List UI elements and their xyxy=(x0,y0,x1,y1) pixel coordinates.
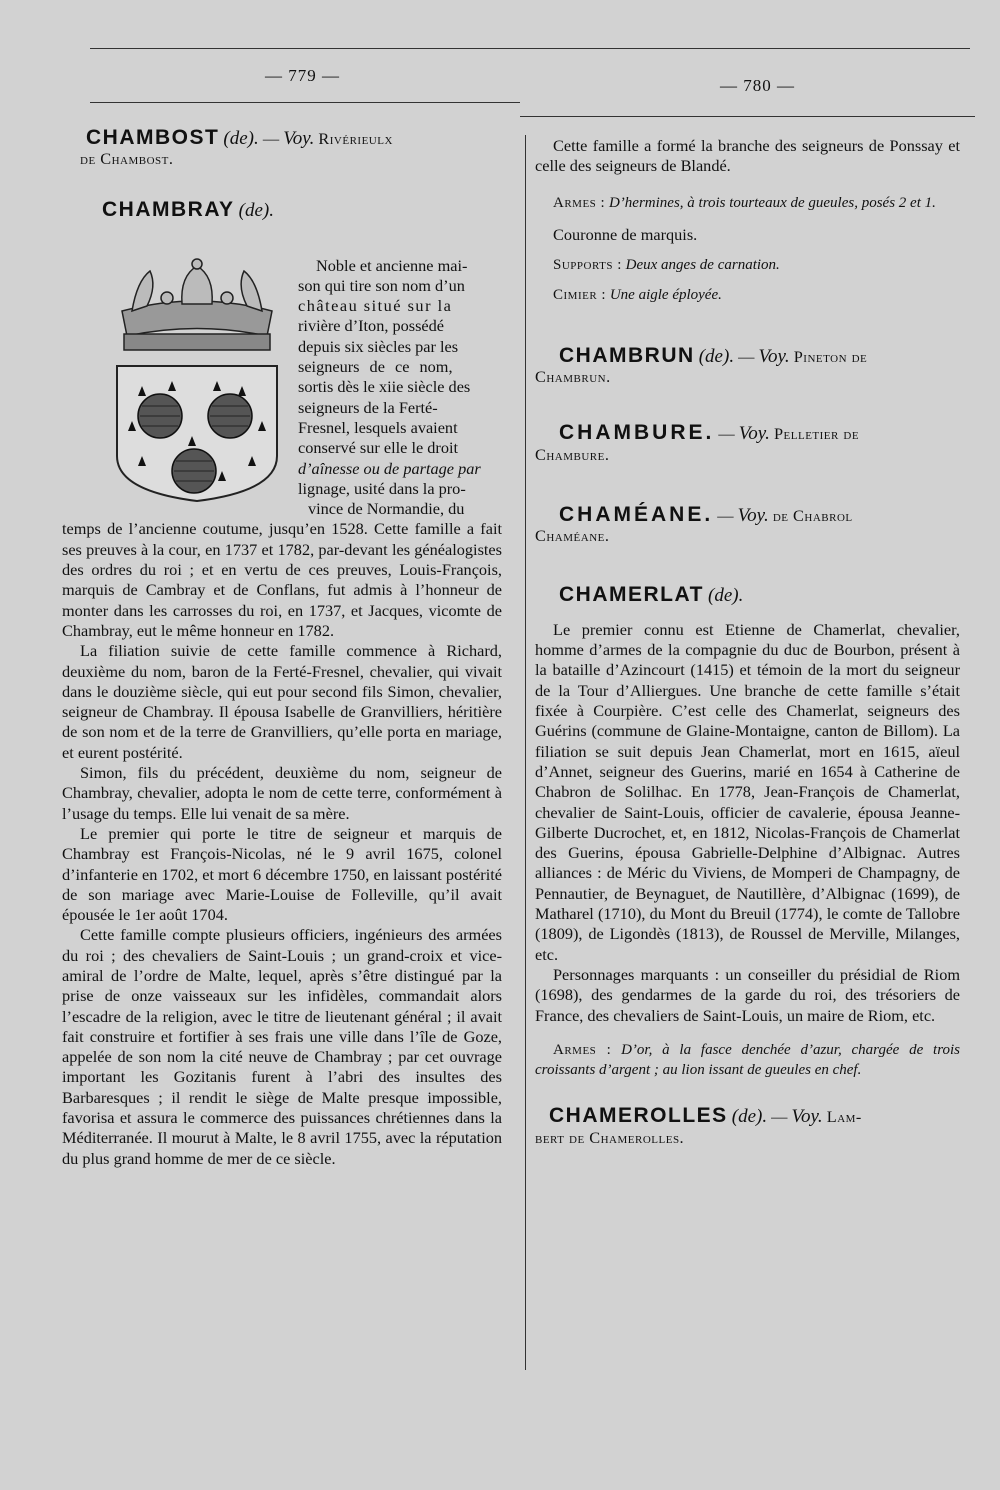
cross-reference-cont: bert de Chamerolles. xyxy=(535,1127,685,1147)
dash: — xyxy=(718,424,735,444)
headword: CHAMBRUN xyxy=(559,343,695,367)
entry-chambrun xyxy=(535,343,960,388)
headword: CHAMBRAY xyxy=(102,197,235,221)
chambray-continuation: Cette famille a formé la branche des seigneurs de Ponssay et celle des seigneurs de Blandé. xyxy=(535,136,960,176)
cross-reference-cont: Chambure. xyxy=(535,444,610,464)
voy-label: Voy. xyxy=(737,504,769,526)
cross-reference-cont: Chambrun. xyxy=(535,367,611,387)
voy-label: Voy. xyxy=(758,345,790,367)
headword: CHAMÉANE. xyxy=(559,502,714,526)
headword: CHAMERLAT xyxy=(559,582,704,606)
particle: (de). xyxy=(731,1106,768,1128)
chambray-cimier xyxy=(535,285,960,305)
supports-label: Supports : xyxy=(553,257,622,274)
left-column xyxy=(62,128,502,1169)
cross-reference: Lam- xyxy=(826,1107,862,1127)
headword: CHAMEROLLES xyxy=(549,1104,728,1128)
dash: — xyxy=(717,505,734,525)
chambray-supports xyxy=(535,255,960,275)
cimier-text: Une aigle éployée. xyxy=(609,287,722,304)
intro-line: d’aînesse ou de partage par xyxy=(298,458,481,478)
cross-reference: Rivérieulx xyxy=(318,129,393,148)
cross-reference: Pelletier de xyxy=(773,424,860,444)
voy-label: Voy. xyxy=(738,423,770,445)
entry-chambray-heading xyxy=(62,197,502,246)
particle: (de). xyxy=(698,345,735,367)
chamerlat-heading xyxy=(535,582,960,606)
chambray-paragraph-4: Le premier qui porte le titre de seigneur et marquis de Chambray est François-Nicolas, né le 9 avril 1675, colonel d’infanterie en 1702, et mort 6 décembre 1750, en laissant postérité de son mariage avec Marie-Louise de Folleville, qu’il avait épousée le 1er août 1704. xyxy=(62,823,502,925)
coat-of-arms-icon xyxy=(102,256,292,506)
particle: (de). xyxy=(223,128,259,149)
chambray-paragraph-1: temps de l’ancienne coutume, jusqu’en 1528. Cette famille a fait ses preuves à la cour, en 1737 et 1782, par-devant les généalogistes des ordres du roi ; et en vertu de ces preuves, Louis-François, marquis de Cambray et de Conflans, fut admis à l’honneur de monter dans les carrosses du roi, en 1737, et Jacques, vicomte de Chambray, eut le même honneur en 1782. xyxy=(62,519,502,640)
dash: — xyxy=(262,129,280,148)
intro-line: vince de Normandie, du xyxy=(308,499,465,519)
cross-reference: de Chabrol xyxy=(772,505,853,525)
intro-line: son qui tire son nom d’un xyxy=(298,275,465,295)
entry-chambost xyxy=(62,128,502,170)
entry-chambure xyxy=(535,423,960,465)
armes-text: D’hermines, à trois tourteaux de gueules, posés 2 et 1. xyxy=(608,194,936,211)
armes-text: D’or, à la fasce denchée d’azur, chargée de trois croissants d’argent ; au lion issant de gueules en chef. xyxy=(535,1041,960,1079)
dash: — xyxy=(738,346,755,366)
header-left-rule xyxy=(90,102,520,103)
intro-line: Noble et ancienne mai- xyxy=(316,255,468,275)
cimier-label: Cimier : xyxy=(553,287,607,304)
header-right-rule xyxy=(520,116,975,117)
left-page-number: — 779 — xyxy=(265,66,340,85)
entry-chambray xyxy=(62,256,502,1169)
intro-line: château situé sur la xyxy=(298,296,453,316)
particle: (de). xyxy=(708,584,744,606)
intro-line: Fresnel, lesquels avaient xyxy=(298,417,458,437)
particle: (de). xyxy=(238,199,274,221)
voy-label: Voy. xyxy=(283,128,315,149)
column-separator xyxy=(525,135,526,1370)
intro-line: conservé sur elle le droit xyxy=(298,438,459,458)
entry-chamerlat xyxy=(535,582,960,1081)
cross-reference: Pineton de xyxy=(793,346,868,366)
intro-line: sortis dès le xiie siècle des xyxy=(298,377,471,397)
chamerlat-paragraph-1: Le premier connu est Etienne de Chamerlat, chevalier, homme d’armes de la compagnie du duc de Bourbon, présent à la bataille d’Azincourt (1415) et témoin de la mort du seigneur de la Tour d’Alliergues. Une branche de cette famille s’était fixée à Courpière. C’est celle des Chamerlat, seigneurs des Guérins (commune de Glaine-Montaigne, canton de Billom). La filiation se suit depuis Jean Chamerlat, mort en 1615, aïeul d’Annet, seigneur des Guerins, marié en 1654 à Catherine de Chabron de Solilhac. En 1778, Jean-François de Chamerlat, chevalier de Saint-Louis, officier de cavalerie, épousa Jeanne-Gilberte Ducrochet, et, en 1812, Nicolas-François de Chamerlat des Guerins, épousa Gabrielle-Delphine d’Albignac. Autres alliances : de Méric du Viviens, de Momperi de Champagny, de Pennautier, de Beynaguet, de Nautillère, d’Albignac (1699), de Matharel (1710), du Mont du Breuil (1774), le comte de Tallobre (1809), de Ligondès (1813), de Roussel de Merville, Milanges, etc. xyxy=(535,619,960,964)
armes-label: Armes : xyxy=(553,1041,612,1058)
intro-line: seigneurs de la Ferté- xyxy=(298,397,438,417)
header-top-rule xyxy=(90,48,970,49)
headword: CHAMBOST xyxy=(86,126,220,149)
entry-chamerolles xyxy=(535,1106,960,1148)
chambray-armes xyxy=(535,193,960,213)
headword: CHAMBURE. xyxy=(559,421,715,445)
intro-line: seigneurs de ce nom, xyxy=(298,357,453,377)
right-page-number: — 780 — xyxy=(720,76,795,95)
cross-reference-cont: de Chambost. xyxy=(80,149,174,169)
voy-label: Voy. xyxy=(791,1106,823,1128)
right-column xyxy=(535,136,960,1148)
chambray-paragraph-2: La filiation suivie de cette famille commence à Richard, deuxième du nom, baron de la Ferté-Fresnel, chevalier, qui vivait dans le douzième siècle, qui eut pour second fils Simon, chevalier, seigneur de Chambray. Il épousa Isabelle de Granvilliers, héritière de son nom et de la terre de Granvilliers, qu’elle porta en mariage, et eurent postérité. xyxy=(62,641,502,762)
chambray-intro xyxy=(298,256,502,520)
chambray-paragraph-5: Cette famille compte plusieurs officiers, ingénieurs des armées du roi ; des chevaliers de Saint-Louis ; un grand-croix et vice-amiral de l’ordre de Malte, lequel, après s’être distingué par la prise de onze vaisseaux sur les infidèles, commandait alors l’escadre de la religion, avec le titre de lieutenant général ; il avait fait construire et fortifier à ses frais une ville dans l’île de Goze, appelée de son nom la cité neuve de Chambray ; par cet ouvrage important les Gozitanis furent à l’abri des insultes des Barbaresques ; il rendit le siège de Malte presque impossible, favorisa et assura le commerce des puissances chrétiennes dans la Méditerranée. Il mourut à Malte, le 8 avril 1755, avec la réputation du plus grand homme de mer de ce siècle. xyxy=(62,925,502,1168)
entry-chameane xyxy=(535,502,960,547)
intro-line: depuis six siècles par les xyxy=(298,336,459,356)
chamerlat-paragraph-2: Personnages marquants : un conseiller du présidial de Riom (1698), des gendarmes de la garde du roi, des trésoriers de France, des chevaliers de Saint-Louis, un maire de Riom, etc. xyxy=(535,964,960,1025)
armes-label: Armes : xyxy=(553,194,606,211)
chamerlat-armes xyxy=(535,1040,960,1081)
dash: — xyxy=(771,1107,788,1127)
chambray-paragraph-3: Simon, fils du précédent, deuxième du nom, seigneur de Chambray, chevalier, adopta le nom de cette terre, conformément à l’usage du temps. Elle lui venait de sa mère. xyxy=(62,763,502,823)
intro-line: rivière d’Iton, possédé xyxy=(298,316,445,336)
intro-line: lignage, usité dans la pro- xyxy=(298,478,466,498)
chambray-couronne: Couronne de marquis. xyxy=(553,224,698,244)
cross-reference-cont: Chaméane. xyxy=(535,526,610,546)
supports-text: Deux anges de carnation. xyxy=(625,257,780,274)
